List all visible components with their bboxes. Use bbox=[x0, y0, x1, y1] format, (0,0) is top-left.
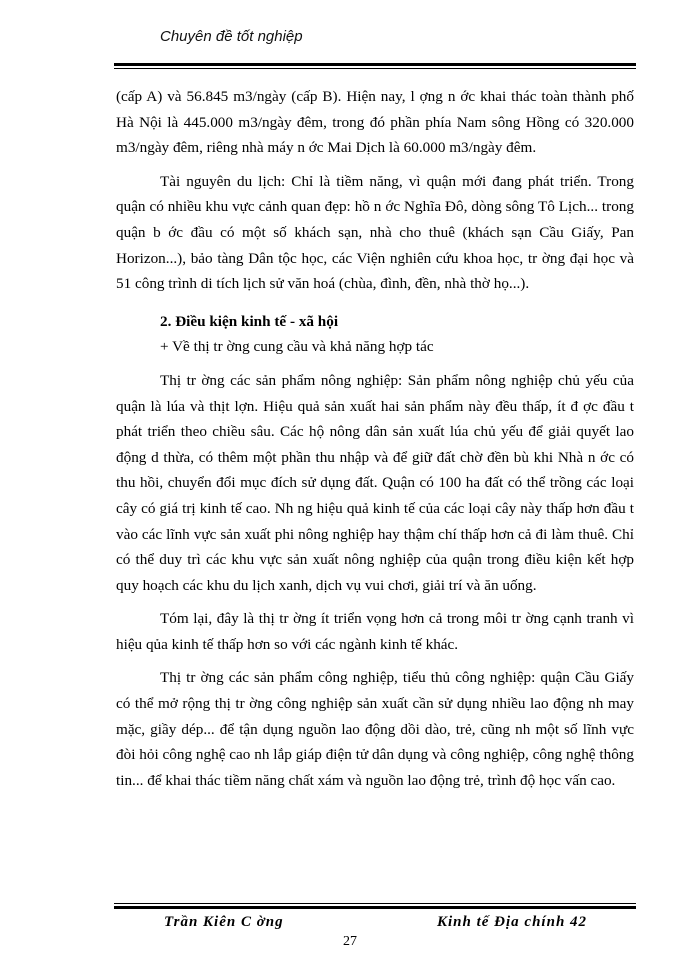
paragraph-industry-market: Thị tr ờng các sản phẩm công nghiệp, tiểu thủ công nghiệp: quận Cầu Giấy có thể mở rộng thị tr ờng công nghiệp sản xuất cần sử dụng nhiều lao động nh may mặc, giầy dép... để tận dụng nguồn lao động dồi dào, trẻ, cũng nh một số lĩnh vực đòi hỏi công nghệ cao nh lắp giáp điện tử dân dụng và công nghiệp, công nghệ thông tin... để khai thác tiềm năng chất xám và nguồn lao động trẻ, trình độ học vấn cao. bbox=[116, 669, 634, 789]
footer-author: Trần Kiên C ờng bbox=[164, 914, 284, 930]
paragraph-agriculture-market: Thị tr ờng các sản phẩm nông nghiệp: Sản phẩm nông nghiệp chủ yếu của quận là lúa và thịt lợn. Hiệu quả sản xuất hai sản phẩm này đều thấp, ít đ ợc đầu t phát triển theo chiều sâu. Các hộ nông dân sản xuất lúa chủ yếu để giải quyết lao động d thừa, có thêm một phần thu nhập và để giữ đất chờ đền bù khi Nhà n ớc có thu hồi, chuyển đổi mục đích sử dụng đất. Quận có 100 ha đất có thể trồng các loại cây có giá trị kinh tế cao. Nh ng hiệu quả kinh tế của các loại cây này thấp hơn đầu t vào các lĩnh vực sản xuất phi nông nghiệp hay thậm chí thấp hơn cả đi làm thuê. Chỉ có thể duy trì các khu vực sản xuất nông nghiệp của quận trong điều kiện kết hợp quy hoạch các khu du lịch xanh, dịch vụ vui chơi, giải trí và ăn uống. bbox=[116, 371, 634, 594]
paragraph-summary: Tóm lại, đây là thị tr ờng ít triển vọng hơn cả trong môi tr ờng cạnh tranh vì hiệu qủa kinh tế thấp hơn so với các ngành kinh tế khác. bbox=[116, 610, 634, 653]
footer-rule bbox=[114, 903, 636, 909]
header-rule bbox=[114, 63, 636, 69]
paragraph-water-supply: (cấp A) và 56.845 m3/ngày (cấp B). Hiện nay, l ợng n ớc khai thác toàn thành phố Hà Nội là 445.000 m3/ngày đêm, trong đó phần phía Nam sông Hồng có 320.000 m3/ngày đêm, riêng nhà máy n ớc Mai Dịch là 60.000 m3/ngày đêm. bbox=[116, 88, 634, 157]
subheading-market: + Về thị tr ờng cung cầu và khả năng hợp tác bbox=[160, 338, 434, 356]
paragraph-tourism: Tài nguyên du lịch: Chỉ là tiềm năng, vì quận mới đang phát triển. Trong quận có nhiều khu vực cảnh quan đẹp: hồ n ớc Nghĩa Đô, dòng sông Tô Lịch... trong quận b ớc đầu có một số khách sạn, nhà cho thuê (khách sạn Cầu Giấy, Pan Horizon...), bảo tàng Dân tộc học, các Viện nghiên cứu khoa học, tr ờng đại học và 51 công trình di tích lịch sử văn hoá (chùa, đình, đền, nhà thờ họ...). bbox=[116, 172, 634, 293]
footer-course: Kinh tế Địa chính 42 bbox=[437, 914, 588, 930]
page-header: Chuyên đề tốt nghiệp bbox=[160, 28, 303, 45]
page-content bbox=[116, 84, 634, 793]
page-number: 27 bbox=[343, 934, 357, 949]
section-heading: 2. Điều kiện kinh tế - xã hội bbox=[160, 312, 339, 330]
